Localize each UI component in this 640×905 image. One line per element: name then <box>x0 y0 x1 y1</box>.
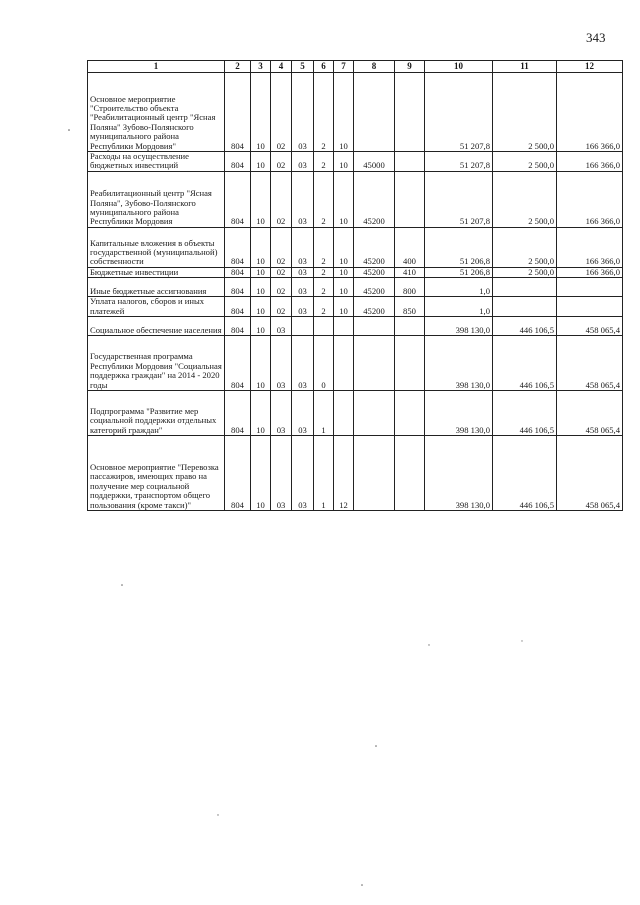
value-cell-col-5: 03 <box>292 152 314 172</box>
value-cell-col-5: 03 <box>292 278 314 297</box>
value-cell-col-2: 804 <box>225 171 251 227</box>
value-cell-col-11: 446 106,5 <box>493 436 557 511</box>
column-header-6: 6 <box>314 61 334 73</box>
column-header-7: 7 <box>334 61 354 73</box>
value-cell-col-6: 2 <box>314 73 334 152</box>
column-header-1: 1 <box>88 61 225 73</box>
value-cell-col-12: 166 366,0 <box>557 267 623 277</box>
value-cell-col-11: 2 500,0 <box>493 227 557 267</box>
column-header-8: 8 <box>354 61 395 73</box>
row-name-cell: Реабилитационный центр "Ясная Поляна", Зубово-Полянского муниципального района Республики Мордовия <box>88 171 225 227</box>
value-cell-col-12: 458 065,4 <box>557 436 623 511</box>
value-cell-col-4: 03 <box>271 436 292 511</box>
value-cell-col-5: 03 <box>292 336 314 391</box>
value-cell-col-3: 10 <box>251 171 271 227</box>
value-cell-col-4: 02 <box>271 297 292 317</box>
value-cell-col-3: 10 <box>251 227 271 267</box>
value-cell-col-6: 2 <box>314 171 334 227</box>
column-header-4: 4 <box>271 61 292 73</box>
value-cell-col-3: 10 <box>251 336 271 391</box>
value-cell-col-10: 51 207,8 <box>425 152 493 172</box>
value-cell-col-4: 02 <box>271 152 292 172</box>
value-cell-col-4: 03 <box>271 336 292 391</box>
value-cell-col-6: 2 <box>314 152 334 172</box>
value-cell-col-5: 03 <box>292 227 314 267</box>
row-name-cell: Бюджетные инвестиции <box>88 267 225 277</box>
value-cell-col-11: 2 500,0 <box>493 152 557 172</box>
value-cell-col-10: 398 130,0 <box>425 436 493 511</box>
value-cell-col-8: 45200 <box>354 171 395 227</box>
value-cell-col-11: 2 500,0 <box>493 73 557 152</box>
column-header-11: 11 <box>493 61 557 73</box>
value-cell-col-4: 02 <box>271 278 292 297</box>
value-cell-col-11: 446 106,5 <box>493 336 557 391</box>
value-cell-col-6: 1 <box>314 436 334 511</box>
value-cell-col-7: 10 <box>334 227 354 267</box>
value-cell-col-10: 1,0 <box>425 278 493 297</box>
row-name-cell: Расходы на осуществление бюджетных инвестиций <box>88 152 225 172</box>
value-cell-col-4: 03 <box>271 317 292 336</box>
value-cell-col-7: 10 <box>334 267 354 277</box>
value-cell-col-7: 10 <box>334 152 354 172</box>
value-cell-col-5: 03 <box>292 171 314 227</box>
value-cell-col-12: 166 366,0 <box>557 73 623 152</box>
value-cell-col-3: 10 <box>251 391 271 436</box>
row-name-cell: Иные бюджетные ассигнования <box>88 278 225 297</box>
value-cell-col-4: 03 <box>271 391 292 436</box>
row-name-cell: Уплата налогов, сборов и иных платежей <box>88 297 225 317</box>
value-cell-col-2: 804 <box>225 336 251 391</box>
column-header-12: 12 <box>557 61 623 73</box>
value-cell-col-10: 51 207,8 <box>425 73 493 152</box>
value-cell-col-7: 10 <box>334 297 354 317</box>
value-cell-col-3: 10 <box>251 267 271 277</box>
value-cell-col-10: 51 206,8 <box>425 227 493 267</box>
value-cell-col-11: 2 500,0 <box>493 267 557 277</box>
value-cell-col-10: 398 130,0 <box>425 336 493 391</box>
value-cell-col-9: 400 <box>395 227 425 267</box>
value-cell-col-11: 446 106,5 <box>493 317 557 336</box>
value-cell-col-4: 02 <box>271 267 292 277</box>
value-cell-col-2: 804 <box>225 152 251 172</box>
page-number: 343 <box>586 30 606 45</box>
value-cell-col-2: 804 <box>225 267 251 277</box>
column-header-3: 3 <box>251 61 271 73</box>
value-cell-col-3: 10 <box>251 73 271 152</box>
value-cell-col-3: 10 <box>251 278 271 297</box>
value-cell-col-5: 03 <box>292 297 314 317</box>
column-header-10: 10 <box>425 61 493 73</box>
value-cell-col-8: 45200 <box>354 227 395 267</box>
row-name-cell: Основное мероприятие "Перевозка пассажиров, имеющих право на получение мер социальной поддержки, транспортом общего пользования (кроме такси)" <box>88 436 225 511</box>
value-cell-col-8: 45200 <box>354 297 395 317</box>
value-cell-col-6: 1 <box>314 391 334 436</box>
value-cell-col-10: 398 130,0 <box>425 391 493 436</box>
value-cell-col-12: 166 366,0 <box>557 227 623 267</box>
value-cell-col-2: 804 <box>225 278 251 297</box>
row-name-cell: Подпрограмма "Развитие мер социальной поддержки отдельных категорий граждан" <box>88 391 225 436</box>
value-cell-col-2: 804 <box>225 391 251 436</box>
value-cell-col-9: 800 <box>395 278 425 297</box>
value-cell-col-6: 0 <box>314 336 334 391</box>
value-cell-col-8: 45000 <box>354 152 395 172</box>
value-cell-col-12: 166 366,0 <box>557 152 623 172</box>
value-cell-col-12: 166 366,0 <box>557 171 623 227</box>
value-cell-col-3: 10 <box>251 317 271 336</box>
value-cell-col-4: 02 <box>271 227 292 267</box>
value-cell-col-10: 51 207,8 <box>425 171 493 227</box>
value-cell-col-3: 10 <box>251 297 271 317</box>
value-cell-col-12: 458 065,4 <box>557 336 623 391</box>
value-cell-col-10: 398 130,0 <box>425 317 493 336</box>
value-cell-col-8: 45200 <box>354 267 395 277</box>
value-cell-col-7: 10 <box>334 171 354 227</box>
value-cell-col-9: 850 <box>395 297 425 317</box>
column-header-9: 9 <box>395 61 425 73</box>
value-cell-col-2: 804 <box>225 297 251 317</box>
value-cell-col-11: 2 500,0 <box>493 171 557 227</box>
value-cell-col-5: 03 <box>292 436 314 511</box>
row-name-cell: Социальное обеспечение населения <box>88 317 225 336</box>
value-cell-col-4: 02 <box>271 171 292 227</box>
value-cell-col-5: 03 <box>292 73 314 152</box>
value-cell-col-2: 804 <box>225 317 251 336</box>
value-cell-col-10: 51 206,8 <box>425 267 493 277</box>
value-cell-col-2: 804 <box>225 436 251 511</box>
value-cell-col-3: 10 <box>251 436 271 511</box>
value-cell-col-11: 446 106,5 <box>493 391 557 436</box>
value-cell-col-12: 458 065,4 <box>557 391 623 436</box>
value-cell-col-6: 2 <box>314 227 334 267</box>
row-name-cell: Капитальные вложения в объекты государственной (муниципальной) собственности <box>88 227 225 267</box>
value-cell-col-5: 03 <box>292 391 314 436</box>
row-name-cell: Основное мероприятие "Строительство объекта "Реабилитационный центр "Ясная Поляна" Зубово-Полянского муниципального района Республики Мордовия" <box>88 73 225 152</box>
value-cell-col-6: 2 <box>314 267 334 277</box>
value-cell-col-6: 2 <box>314 297 334 317</box>
value-cell-col-9: 410 <box>395 267 425 277</box>
column-header-2: 2 <box>225 61 251 73</box>
value-cell-col-4: 02 <box>271 73 292 152</box>
value-cell-col-7: 10 <box>334 73 354 152</box>
value-cell-col-7: 10 <box>334 278 354 297</box>
column-header-5: 5 <box>292 61 314 73</box>
value-cell-col-3: 10 <box>251 152 271 172</box>
value-cell-col-6: 2 <box>314 278 334 297</box>
value-cell-col-7: 12 <box>334 436 354 511</box>
value-cell-col-2: 804 <box>225 73 251 152</box>
value-cell-col-2: 804 <box>225 227 251 267</box>
value-cell-col-5: 03 <box>292 267 314 277</box>
value-cell-col-10: 1,0 <box>425 297 493 317</box>
value-cell-col-8: 45200 <box>354 278 395 297</box>
row-name-cell: Государственная программа Республики Мордовия "Социальная поддержка граждан" на 2014 - 2020 годы <box>88 336 225 391</box>
value-cell-col-12: 458 065,4 <box>557 317 623 336</box>
